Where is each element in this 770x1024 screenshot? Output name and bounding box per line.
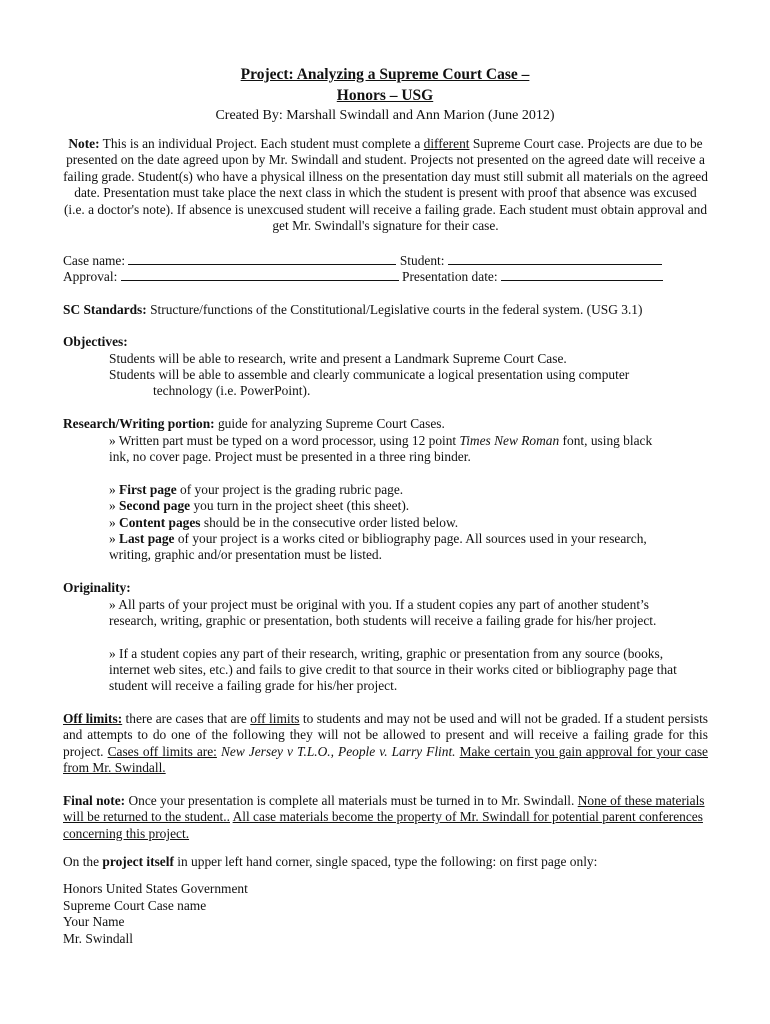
heading-line: Supreme Court Case name [63, 898, 207, 913]
title-line-1: Project: Analyzing a Supreme Court Case – [240, 66, 530, 83]
list-item-line-2: writing, graphic and/or presentation must be listed. [109, 547, 382, 562]
student-field[interactable] [448, 253, 662, 265]
final-note-text-a: Once your presentation is complete all materials must be turned in to Mr. Swindall. [125, 793, 578, 808]
research-heading [63, 416, 445, 432]
originality-p2-line3: student will receive a failing grade for his/her project. [109, 678, 398, 693]
standards-text: Structure/functions of the Constitutional/Legislative courts in the federal system. (USG 3.1) [146, 302, 643, 317]
heading-line: Your Name [63, 914, 125, 929]
instructions [63, 854, 597, 870]
research-label-rest: guide for analyzing Supreme Court Cases. [214, 416, 445, 431]
off-limits-text-a: there are cases that are [122, 711, 251, 726]
approval-label: Approval: [63, 269, 118, 284]
off-limits-word: off limits [250, 711, 300, 726]
item-bold: Last page [119, 531, 175, 546]
instructions-text-a: On the [63, 854, 103, 869]
final-note-underlined-b: All case materials become the property of Mr. Swindall for potential parent conferences concerning this project. [63, 809, 703, 841]
heading-line: Honors United States Government [63, 881, 248, 896]
bullet-mark: » [109, 498, 120, 513]
final-note-underlined-a: None of these materials will be returned to the student.. [63, 793, 705, 825]
standards-label: SC Standards: [63, 302, 147, 317]
case-name-field[interactable] [128, 253, 396, 265]
note-label: Note: [68, 136, 100, 151]
item-bold: First page [119, 482, 177, 497]
list-item [109, 531, 647, 547]
final-note-label: Final note: [63, 793, 126, 808]
instructions-bold: project itself [102, 854, 174, 869]
research-bullet [109, 433, 652, 449]
presentation-date-field[interactable] [501, 269, 663, 281]
list-item [109, 515, 458, 531]
cases-label: Cases off limits are: [107, 743, 217, 759]
research-bullet-line-2: ink, no cover page. Project must be presented in a three ring binder. [109, 449, 471, 464]
originality-p1-line2: research, writing, graphic or presentation, both students will receive a failing grade for his/her project. [109, 613, 657, 628]
item-bold: Content pages [119, 515, 201, 530]
bullet-mark: » [109, 482, 120, 497]
item-rest: you turn in the project sheet (this sheet). [190, 498, 410, 513]
originality-p1-line1: » All parts of your project must be original with you. If a student copies any part of another student’s [109, 597, 649, 612]
bullet-mark: » [109, 515, 120, 530]
objectives-label: Objectives: [63, 334, 128, 349]
off-limits-text-b: to students and may not be used and will not be graded. If a student persists and attempts to do one of the following they will not be allowed to present and will receive a failing grade for this project. [63, 711, 708, 759]
presentation-date-label: Presentation date: [402, 269, 498, 284]
approval-note: Make certain you gain approval for your case from Mr. Swindall. [63, 743, 708, 776]
item-rest: of your project is the grading rubric page. [176, 482, 404, 497]
note-paragraph [63, 136, 708, 234]
objective-1: Students will be able to research, write and present a Landmark Supreme Court Case. [109, 351, 567, 366]
created-by: Created By: Marshall Swindall and Ann Marion (June 2012) [215, 108, 555, 123]
note-text-b: Supreme Court case. Projects are due to be presented on the date agreed upon by Mr. Swindall and student. Projects not presented on the agreed date will receive a failing grade. Student(s) who have a physical illness on the presentation day must still submit all materials on the agreed date. Presentation must take place the next class in which the student is present with proof that absence was excused (i.e. a doctor's note). If absence is unexcused student will receive a failing grade. Each student must obtain approval and get Mr. Swindall's signature for their case. [63, 136, 708, 234]
title-line-2: Honors – USG [336, 87, 434, 104]
student-label: Student: [399, 253, 445, 268]
research-bullet-text-a: » Written part must be typed on a word processor, using 12 point [109, 433, 460, 448]
objective-2: Students will be able to assemble and clearly communicate a logical presentation using computer [109, 367, 630, 382]
instructions-text-b: in upper left hand corner, single spaced, type the following: on first page only: [173, 854, 598, 869]
standards [63, 302, 642, 318]
note-text-a: This is an individual Project. Each student must complete a [99, 136, 424, 151]
originality-p2-line2: internet web sites, etc.) and fails to give credit to that source in their works cited or bibliography page that [109, 662, 677, 677]
objective-2-cont: technology (i.e. PowerPoint). [153, 383, 311, 398]
off-limits-label: Off limits: [63, 711, 123, 726]
font-name: Times New Roman [459, 433, 560, 448]
approval-field[interactable] [121, 269, 399, 281]
list-item [109, 498, 409, 514]
item-rest: of your project is a works cited or bibliography page. All sources used in your research, [174, 531, 647, 546]
originality-label: Originality: [63, 580, 131, 595]
item-rest: should be in the consecutive order listed below. [200, 515, 459, 530]
bullet-mark: » [109, 531, 120, 546]
final-note-paragraph [63, 793, 708, 842]
originality-p2-line1: » If a student copies any part of their research, writing, graphic or presentation from any source (books, [109, 646, 664, 661]
research-bullet-text-b: font, using black [559, 433, 653, 448]
item-bold: Second page [119, 498, 191, 513]
off-limits-paragraph [63, 711, 708, 777]
heading-line: Mr. Swindall [63, 931, 133, 946]
case-name-label: Case name: [63, 253, 126, 268]
approval-row [63, 269, 663, 285]
list-item [109, 482, 403, 498]
off-limits-cases: New Jersey v T.L.O., People v. Larry Flint. [216, 743, 456, 759]
case-name-row [63, 253, 662, 269]
note-different: different [423, 136, 470, 151]
research-label: Research/Writing portion: [63, 416, 215, 431]
